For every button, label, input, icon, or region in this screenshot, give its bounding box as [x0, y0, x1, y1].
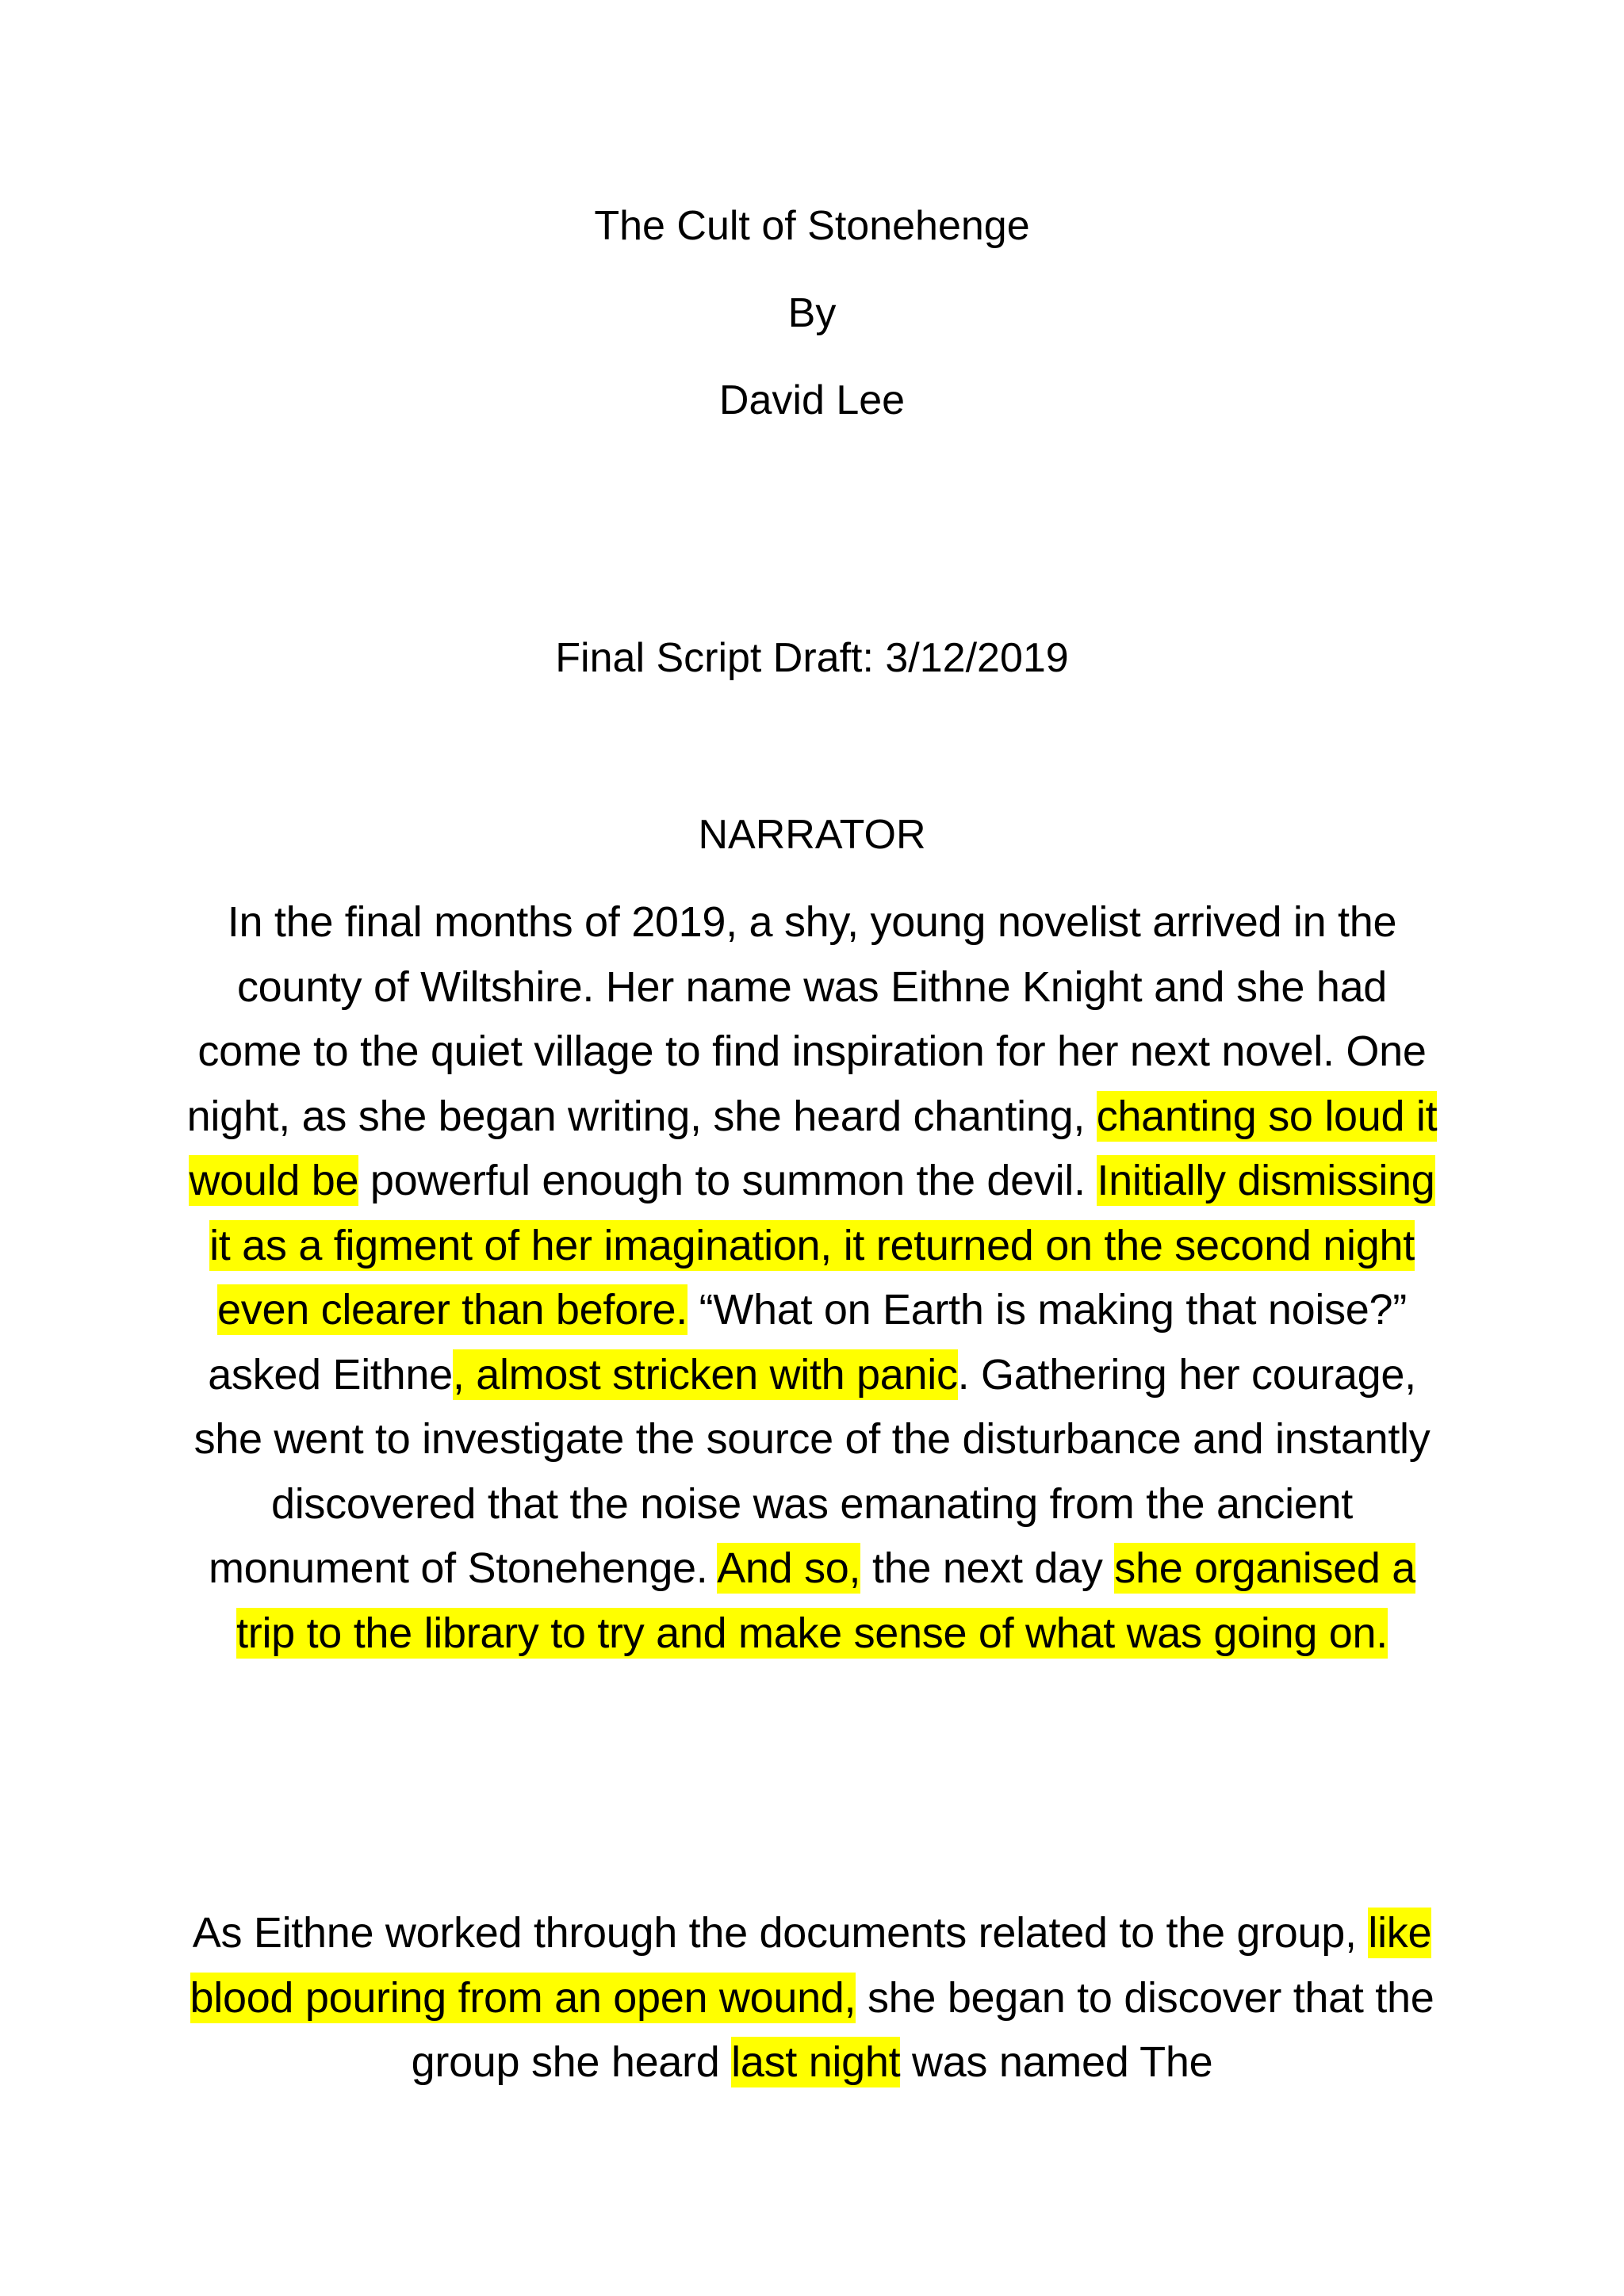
highlighted-text-segment: she organised a trip to the library to try and make sense of what was going on.	[236, 1544, 1416, 1657]
author-name: David Lee	[718, 377, 906, 423]
text-segment: “What on Earth is making that noise?” asked Eithne	[208, 1286, 1407, 1399]
narration-paragraph-2	[184, 1901, 1440, 2095]
speaker-heading: NARRATOR	[698, 812, 926, 858]
text-segment: was named The	[900, 2038, 1213, 2086]
text-segment: the next day	[860, 1544, 1115, 1592]
highlighted-text-segment: like blood pouring from an open wound,	[190, 1909, 1432, 2022]
text-segment: In the final months of 2019, a shy, young novelist arrived in the county of Wiltshire. Her name was Eithne Knight and she had come to the quiet village to find inspiration for her next novel. One night, as she began writing, she heard chanting,	[186, 898, 1427, 1140]
document-title: The Cult of Stonehenge	[594, 203, 1030, 249]
text-segment: As Eithne worked through the documents related to the group,	[192, 1909, 1369, 1957]
highlighted-text-segment: last night	[731, 2038, 901, 2086]
highlighted-text-segment: Initially dismissing it as a figment of her imagination, it returned on the second night even clearer than before.	[209, 1157, 1435, 1334]
highlighted-text-segment: And so,	[717, 1544, 861, 1592]
narration-paragraph-1	[184, 890, 1440, 1666]
text-segment: . Gathering her courage, she went to investigate the source of the disturbance and instantly discovered that the noise was emanating from the ancient monument of Stonehenge.	[193, 1350, 1431, 1592]
text-segment: she began to discover that the group she heard	[411, 1973, 1434, 2086]
draft-date-line: Final Script Draft: 3/12/2019	[555, 635, 1069, 681]
highlighted-text-segment: chanting so loud it would be	[189, 1092, 1438, 1204]
highlighted-text-segment: , almost stricken with panic	[452, 1350, 958, 1399]
byline-label: By	[787, 290, 837, 336]
text-segment: powerful enough to summon the devil.	[358, 1157, 1097, 1204]
